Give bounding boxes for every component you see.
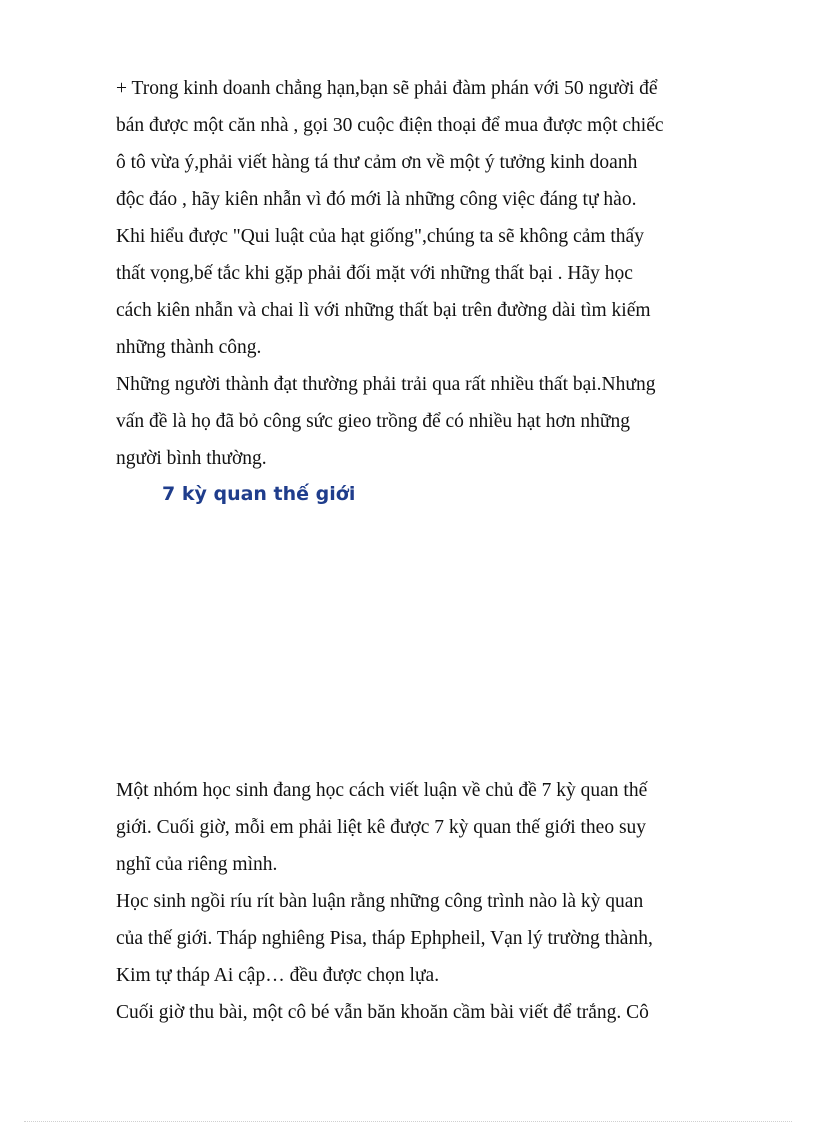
text-line: Học sinh ngồi ríu rít bàn luận rằng những công trình nào là kỳ quan xyxy=(116,891,644,912)
text-line: cách kiên nhẫn và chai lì với những thất bại trên đường dài tìm kiếm xyxy=(116,300,651,321)
page-bottom-border xyxy=(24,1121,792,1122)
text-line: Khi hiểu được "Qui luật của hạt giống",chúng ta sẽ không cảm thấy xyxy=(116,226,644,247)
text-line: Một nhóm học sinh đang học cách viết luận về chủ đề 7 kỳ quan thế xyxy=(116,780,648,801)
text-line: nghĩ của riêng mình. xyxy=(116,854,278,875)
text-line: giới. Cuối giờ, mỗi em phải liệt kê được 7 kỳ quan thế giới theo suy xyxy=(116,817,647,838)
text-line: độc đáo , hãy kiên nhẫn vì đó mới là những công việc đáng tự hào. xyxy=(116,189,637,210)
text-line: thất vọng,bế tắc khi gặp phải đối mặt với những thất bại . Hãy học xyxy=(116,263,633,284)
text-line: Những người thành đạt thường phải trải qua rất nhiều thất bại.Nhưng xyxy=(116,374,656,395)
paragraph-student-essay xyxy=(116,772,746,883)
text-line: ô tô vừa ý,phải viết hàng tá thư cảm ơn về một ý tưởng kinh doanh xyxy=(116,152,638,173)
paragraph-business-patience xyxy=(116,70,746,366)
text-line: + Trong kinh doanh chẳng hạn,bạn sẽ phải đàm phán với 50 người để xyxy=(116,78,658,99)
paragraph-student-discussion xyxy=(116,883,746,994)
section-heading: 7 kỳ quan thế giới xyxy=(162,483,356,505)
text-line: những thành công. xyxy=(116,337,262,358)
text-line: người bình thường. xyxy=(116,448,267,469)
text-line: Kim tự tháp Ai cập… đều được chọn lựa. xyxy=(116,965,440,986)
text-line: vấn đề là họ đã bỏ công sức gieo trồng để có nhiều hạt hơn những xyxy=(116,411,630,432)
paragraph-end-of-class xyxy=(116,994,746,1031)
text-line: bán được một căn nhà , gọi 30 cuộc điện thoại để mua được một chiếc xyxy=(116,115,664,136)
paragraph-successful-people xyxy=(116,366,746,477)
text-line: Cuối giờ thu bài, một cô bé vẫn băn khoăn cầm bài viết để trắng. Cô xyxy=(116,1002,649,1023)
text-line: của thế giới. Tháp nghiêng Pisa, tháp Ephpheil, Vạn lý trường thành, xyxy=(116,928,653,949)
